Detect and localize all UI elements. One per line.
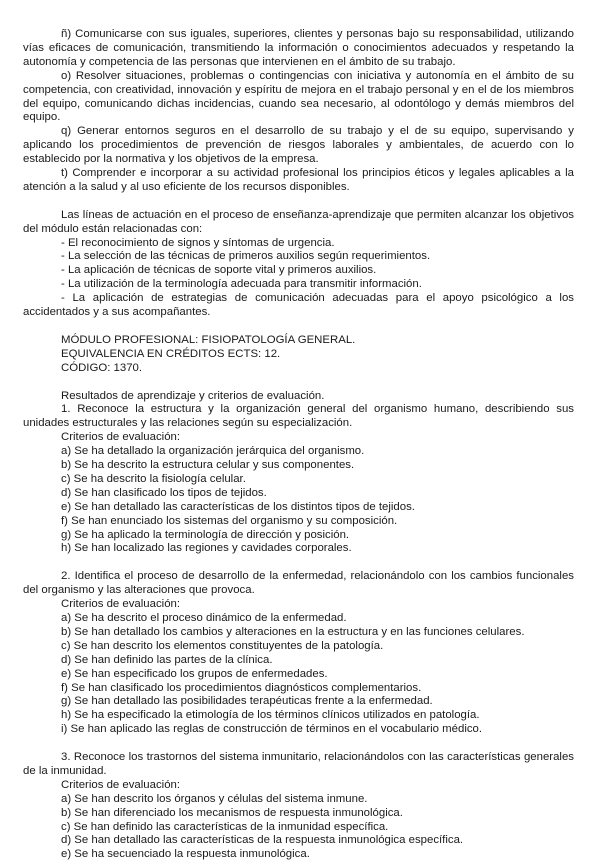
lines-item: - La selección de las técnicas de primeros auxilios según requerimientos. — [61, 250, 431, 263]
objective-t: t) Comprender e incorporar a su actividad profesional los principios éticos y legales aplicables a la atención a la salud y al uso eficiente de los recursos disponibles. — [23, 167, 574, 193]
criterion: e) Se han detallado las características de los distintos tipos de tejidos. — [61, 500, 415, 513]
result-title: 2. Identifica el proceso de desarrollo de la enfermedad, relacionándolo con los cambios funcionales del organismo y las alteraciones que provoca. — [23, 570, 574, 597]
criterion: i) Se han aplicado las reglas de construcción de términos en el vocabulario médico. — [61, 723, 483, 736]
criterion: b) Se ha descrito la estructura celular y sus componentes. — [61, 459, 355, 472]
spacer — [23, 195, 574, 209]
criterion: d) Se han definido las partes de la clínica. — [61, 653, 273, 666]
criteria-label: Criterios de evaluación: — [61, 778, 181, 791]
spacer — [23, 556, 574, 570]
objective-o: o) Resolver situaciones, problemas o contingencias con iniciativa y autonomía en el ámbito de su competencia, con creatividad, innovación y espíritu de mejora en el trabajo personal y en el de los miembros del equipo, comunicando dichas incidencias, cuando sea necesario, al odontólogo y demás miembros del equipo. — [23, 69, 574, 124]
module-code: CÓDIGO: 1370. — [61, 361, 143, 374]
criterion: c) Se han definido las características de la inmunidad específica. — [61, 820, 389, 833]
criteria-label: Criterios de evaluación: — [61, 431, 181, 444]
criterion: h) Se han localizado las regiones y cavidades corporales. — [61, 542, 352, 555]
lines-item: - La utilización de la terminología adecuada para transmitir información. — [61, 278, 422, 291]
spacer — [23, 737, 574, 751]
spacer — [23, 376, 574, 390]
lines-item: - La aplicación de estrategias de comunicación adecuadas para el apoyo psicológico a los accidentados y a sus acompañantes. — [23, 292, 574, 319]
document-page — [23, 28, 574, 862]
criterion: g) Se ha aplicado la terminología de dirección y posición. — [61, 528, 350, 541]
lines-intro: Las líneas de actuación en el proceso de enseñanza-aprendizaje que permiten alcanzar los objetivos del módulo están relacionadas con: — [23, 208, 574, 235]
criterion: f) Se han enunciado los sistemas del organismo y su composición. — [61, 514, 398, 527]
lines-item: - La aplicación de técnicas de soporte vital y primeros auxilios. — [61, 264, 377, 277]
criterion: d) Se han clasificado los tipos de tejidos. — [61, 486, 267, 499]
results-heading: Resultados de aprendizaje y criterios de evaluación. — [61, 389, 325, 402]
criterion: g) Se han detallado las posibilidades terapéuticas frente a la enfermedad. — [61, 695, 433, 708]
criterion: e) Se ha secuenciado la respuesta inmunológica. — [61, 848, 310, 861]
result-title: 3. Reconoce los trastornos del sistema inmunitario, relacionándolos con las características generales de la inmunidad. — [23, 751, 574, 777]
criterion: f) Se han clasificado los procedimientos diagnósticos complementarios. — [61, 681, 422, 694]
objective-n: ñ) Comunicarse con sus iguales, superiores, clientes y personas bajo su responsabilidad, utilizando vías eficaces de comunicación, transmitiendo la información o conocimientos adecuados y respetando la autonomía y competencia de las personas que intervienen en el ámbito de su trabajo. — [23, 28, 574, 68]
module-ects: EQUIVALENCIA EN CRÉDITOS ECTS: 12. — [61, 347, 281, 360]
criterion: a) Se han descrito los órganos y células del sistema inmune. — [61, 792, 368, 805]
criterion: a) Se ha detallado la organización jerárquica del organismo. — [61, 445, 365, 458]
criterion: a) Se ha descrito el proceso dinámico de la enfermedad. — [61, 612, 347, 624]
criterion: h) Se ha especificado la etimología de los términos clínicos utilizados en patología. — [61, 709, 480, 722]
criterion: e) Se han especificado los grupos de enfermedades. — [61, 667, 328, 680]
result-title: 1. Reconoce la estructura y la organización general del organismo humano, describiendo sus unidades estructurales y las relaciones según su especialización. — [23, 403, 574, 430]
module-name: MÓDULO PROFESIONAL: FISIOPATOLOGÍA GENERAL. — [61, 333, 356, 346]
criterion: c) Se ha descrito la fisiología celular. — [61, 472, 246, 485]
spacer — [23, 320, 574, 334]
criteria-label: Criterios de evaluación: — [61, 598, 181, 611]
criterion: d) Se han detallado las características de la respuesta inmunológica específica. — [61, 834, 464, 847]
lines-item: - El reconocimiento de signos y síntomas de urgencia. — [61, 236, 335, 249]
criterion: c) Se han descrito los elementos constituyentes de la patología. — [61, 639, 384, 652]
criterion: b) Se han detallado los cambios y alteraciones en la estructura y en las funciones celulares. — [61, 625, 525, 638]
objective-q: q) Generar entornos seguros en el desarrollo de su trabajo y el de su equipo, supervisando y aplicando los procedimientos de prevención de riesgos laborales y ambientales, de acuerdo con lo establecido por la normativa y los objetivos de la empresa. — [23, 125, 574, 166]
criterion: b) Se han diferenciado los mecanismos de respuesta inmunológica. — [61, 806, 403, 819]
